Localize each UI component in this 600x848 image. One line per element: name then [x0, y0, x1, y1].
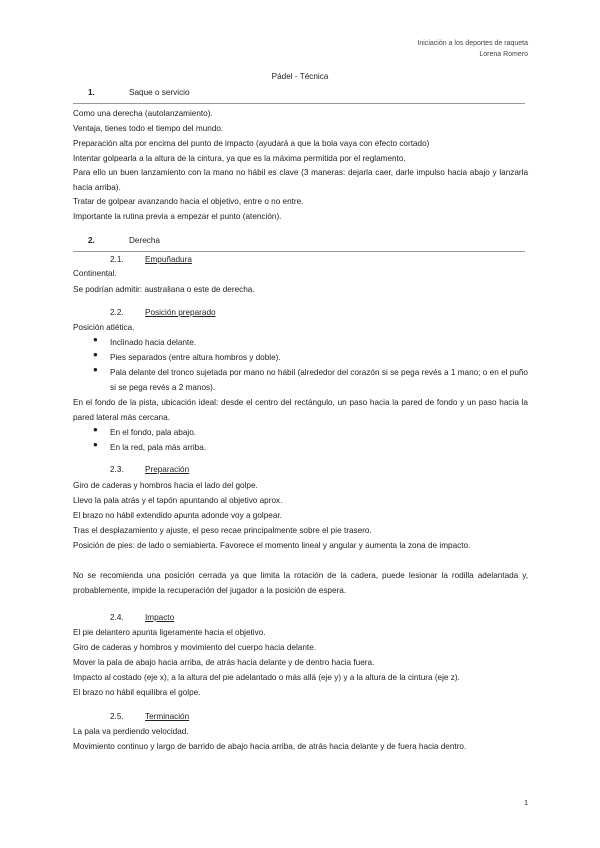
list-item: Pies separados (entre altura hombros y doble). [110, 353, 281, 362]
subsection-title: Posición preparado [145, 308, 216, 317]
list-item: Inclinado hacia delante. [110, 338, 197, 347]
paragraph: Tras el desplazamiento y ajuste, el peso recae principalmente sobre el pie trasero. [73, 526, 372, 535]
paragraph: Llevo la pala atrás y el tapón apuntando al objetivo aprox. [73, 496, 283, 505]
paragraph: Importante la rutina previa a empezar el punto (atención). [73, 212, 282, 221]
bullet-icon: ● [93, 365, 98, 374]
paragraph: En el fondo de la pista, ubicación ideal: desde el centro del rectángulo, un paso hacia la pared de fondo y un paso hacia la pared lateral más cercana. [73, 398, 528, 422]
section-heading-saque [73, 88, 525, 104]
paragraph: Impacto al costado (eje x), a la altura del pie adelantado o más allá (eje y) y a la altura de la cintura (eje z). [73, 673, 460, 682]
bullet-icon: ● [93, 350, 98, 359]
section-label: Derecha [129, 236, 160, 245]
paragraph: Se podrían admitir: australiana o este de derecha. [73, 285, 255, 294]
list-item: Pala delante del tronco sujetada por mano no hábil (alrededor del corazón si se pega revés a 1 mano; o en el puño si se pega revés a 2 manos). [110, 368, 528, 392]
subsection-title: Impacto [145, 613, 175, 622]
paragraph: Posición atlética. [73, 323, 135, 332]
subsection-number: 2.2. [110, 308, 124, 317]
paragraph: Continental. [73, 269, 117, 278]
paragraph: El pie delantero apunta ligeramente hacia el objetivo. [73, 628, 266, 637]
paragraph: La pala va perdiendo velocidad. [73, 727, 189, 736]
bullet-icon: ● [93, 425, 98, 434]
subsection-title: Preparación [145, 465, 190, 474]
header-author: Lorena Romero [479, 51, 528, 58]
subsection-title: Terminación [145, 712, 190, 721]
paragraph: Posición de pies: de lado o semiabierta. Favorece el momento lineal y angular y aumenta la zona de impacto. [73, 541, 471, 550]
list-item: En la red, pala más arriba. [110, 443, 207, 452]
section-label: Saque o servicio [129, 88, 190, 97]
bullet-icon: ● [93, 335, 98, 344]
paragraph: Mover la pala de abajo hacia arriba, de atrás hacia delante y de dentro hacia fuera. [73, 658, 375, 667]
header-course: Iniciación a los deportes de raqueta [417, 40, 528, 47]
paragraph: No se recomienda una posición cerrada ya que limita la rotación de la cadera, puede lesionar la rodilla adelantada y, probablemente, impide la recuperación del jugador a la posición de espera. [73, 571, 528, 595]
subsection-number: 2.4. [110, 613, 124, 622]
paragraph: Intentar golpearla a la altura de la cintura, ya que es la máxima permitida por el reglamento. [73, 154, 406, 163]
running-header [417, 38, 528, 60]
page-number: 1 [524, 800, 528, 807]
section-heading-derecha [73, 236, 525, 252]
paragraph: Giro de caderas y hombros hacia el lado del golpe. [73, 481, 258, 490]
paragraph: Tratar de golpear avanzando hacia el objetivo, entre o no entre. [73, 197, 304, 206]
paragraph: Movimiento continuo y largo de barrido de abajo hacia arriba, de atrás hacia delante y de fuera hacia dentro. [73, 742, 467, 751]
subsection-number: 2.1. [110, 255, 124, 264]
subsection-number: 2.3. [110, 465, 124, 474]
paragraph: Ventaja, tienes todo el tiempo del mundo. [73, 124, 224, 133]
list-item: En el fondo, pala abajo. [110, 428, 197, 437]
subsection-title: Empuñadura [145, 255, 192, 264]
paragraph: Para ello un buen lanzamiento con la mano no hábil es clave (3 maneras: dejarla caer, darle impulso hacia abajo y lanzarla hacia arriba). [73, 168, 528, 192]
paragraph: Preparación alta por encima del punto de impacto (ayudará a que la bola vaya con efecto cortado) [73, 139, 430, 148]
paragraph: El brazo no hábil extendido apunta adonde voy a golpear. [73, 511, 282, 520]
page-title: Pádel - Técnica [271, 72, 329, 81]
subsection-number: 2.5. [110, 712, 124, 721]
bullet-icon: ● [93, 440, 98, 449]
paragraph: El brazo no hábil equilibra el golpe. [73, 688, 201, 697]
section-number: 1. [88, 88, 95, 97]
section-number: 2. [88, 236, 95, 245]
paragraph: Como una derecha (autolanzamiento). [73, 109, 213, 118]
paragraph: Giro de caderas y hombros y movimiento del cuerpo hacia delante. [73, 643, 317, 652]
